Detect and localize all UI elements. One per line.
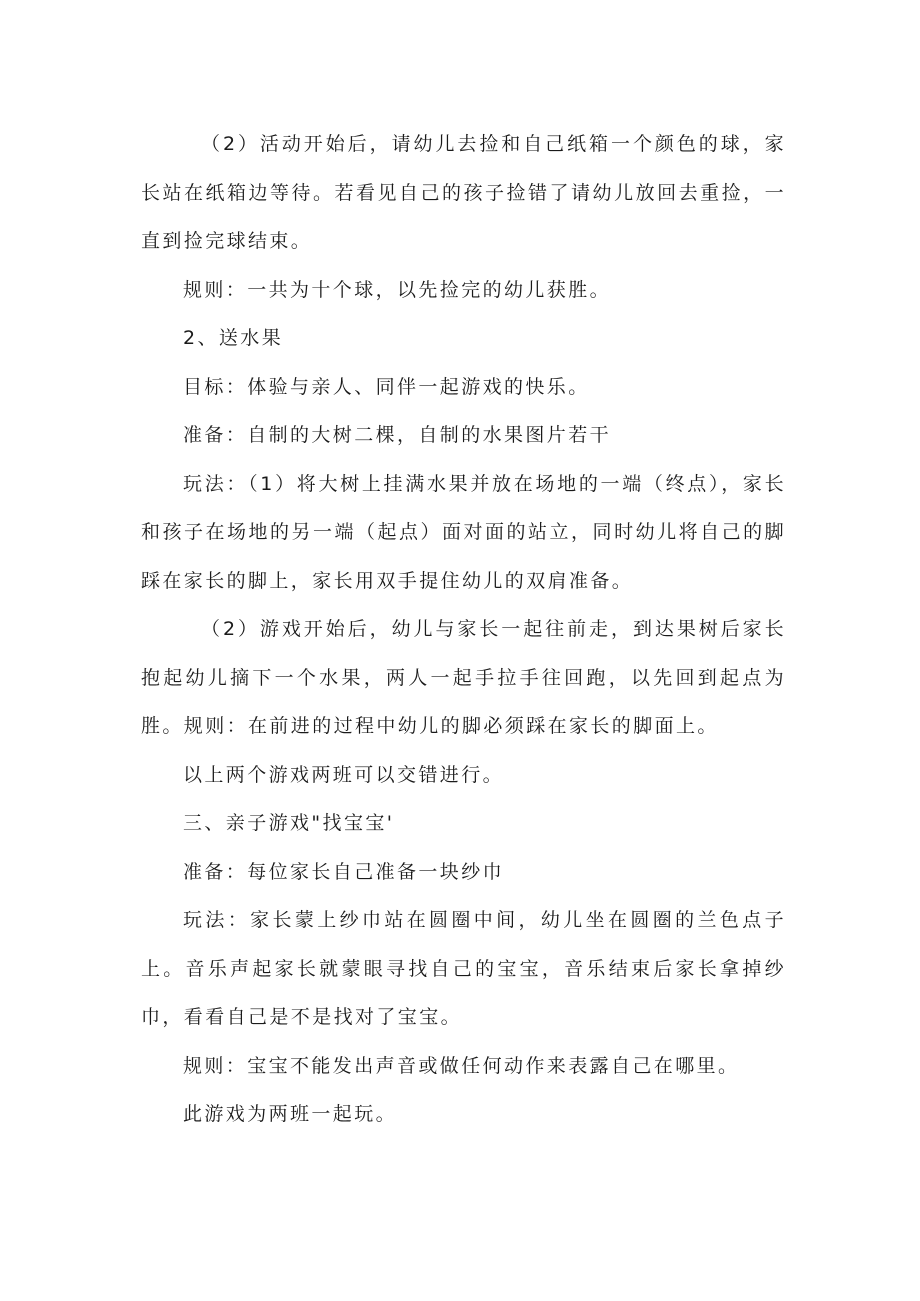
paragraph-howto-find-baby: 玩法：家长蒙上纱巾站在圆圈中间，幼儿坐在圆圈的兰色点子上。音乐声起家长就蒙眼寻找自己的宝宝，音乐结束后家长拿掉纱巾，看看自己是不是找对了宝宝。 xyxy=(141,909,786,1028)
paragraph-howto-step-1: 玩法：（1）将大树上挂满水果并放在场地的一端（终点），家长和孩子在场地的另一端（起点）面对面的站立，同时幼儿将自己的脚踩在家长的脚上，家长用双手提住幼儿的双肩准备。 xyxy=(141,472,786,592)
section-heading-deliver-fruit: 2、送水果 xyxy=(183,327,284,349)
paragraph-preparation-2: 准备：每位家长自己准备一块纱巾 xyxy=(183,860,505,883)
section-heading-find-baby: 三、亲子游戏"找宝宝' xyxy=(183,812,395,834)
paragraph-note-together: 此游戏为两班一起玩。 xyxy=(183,1103,398,1125)
paragraph-activity-step-2: （2）活动开始后，请幼儿去捡和自己纸箱一个颜色的球，家长站在纸箱边等待。若看见自己的孩子捡错了请幼儿放回去重捡，一直到捡完球结束。 xyxy=(141,133,786,252)
paragraph-rule-2: 规则：宝宝不能发出声音或做任何动作来表露自己在哪里。 xyxy=(183,1054,740,1077)
paragraph-note-alternate: 以上两个游戏两班可以交错进行。 xyxy=(183,763,505,786)
document-body xyxy=(141,120,786,1139)
paragraph-rule-1: 规则：一共为十个球，以先捡完的幼儿获胜。 xyxy=(183,278,612,301)
paragraph-preparation-1: 准备：自制的大树二棵，自制的水果图片若干 xyxy=(183,424,612,446)
paragraph-goal: 目标：体验与亲人、同伴一起游戏的快乐。 xyxy=(183,375,590,398)
paragraph-howto-step-2: （2）游戏开始后，幼儿与家长一起往前走，到达果树后家长抱起幼儿摘下一个水果，两人一起手拉手往回跑，以先回到起点为胜。规则：在前进的过程中幼儿的脚必须踩在家长的脚面上。 xyxy=(141,618,786,737)
